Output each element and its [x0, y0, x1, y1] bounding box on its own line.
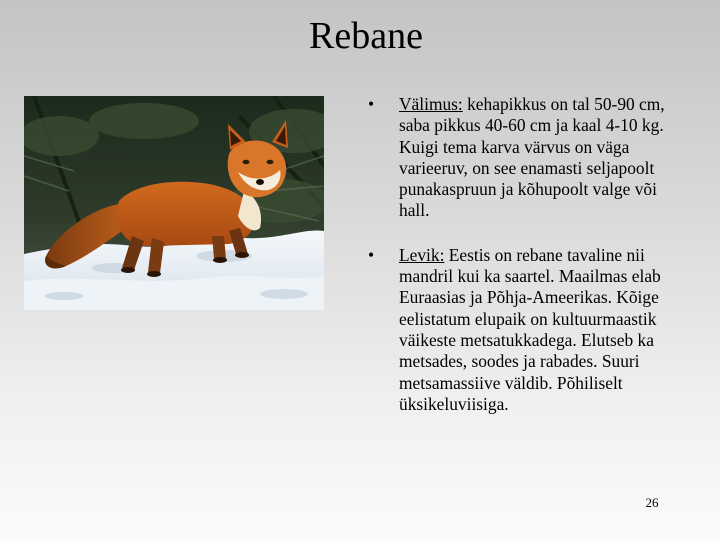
bullet-item-distribution: [368, 245, 668, 415]
bullet-text-distribution: Eestis on rebane tavaline nii mandril kui ka saartel. Maailmas elab Euraasias ja Põhja-Ameerikas. Kõige eelistatum elupaik on kultuurmaastik väikeste metsatukkadega. Elutseb ka metsades, soodes ja rabades. Suuri metsamassiive väldib. Põhiliselt üksikeluviisiga.: [399, 244, 661, 414]
bullet-text-appearance: kehapikkus on tal 50-90 cm, saba pikkus 40-60 cm ja kaal 4-10 kg. Kuigi tema karva värvus on väga varieeruv, on see enamasti seljapoolt punakaspruun ja kõhupoolt valge või hall.: [399, 94, 665, 221]
red-fox-photo: [24, 96, 324, 310]
bullet-list: [368, 94, 668, 415]
bullet-term-distribution: Levik:: [399, 244, 445, 265]
bullet-item-appearance: [368, 94, 668, 222]
slide-title: Rebane: [309, 15, 423, 57]
bullet-term-appearance: Välimus:: [399, 94, 463, 114]
page-number: 26: [645, 495, 659, 510]
bullet-marker: •: [368, 244, 375, 265]
bullet-marker: •: [368, 94, 375, 114]
